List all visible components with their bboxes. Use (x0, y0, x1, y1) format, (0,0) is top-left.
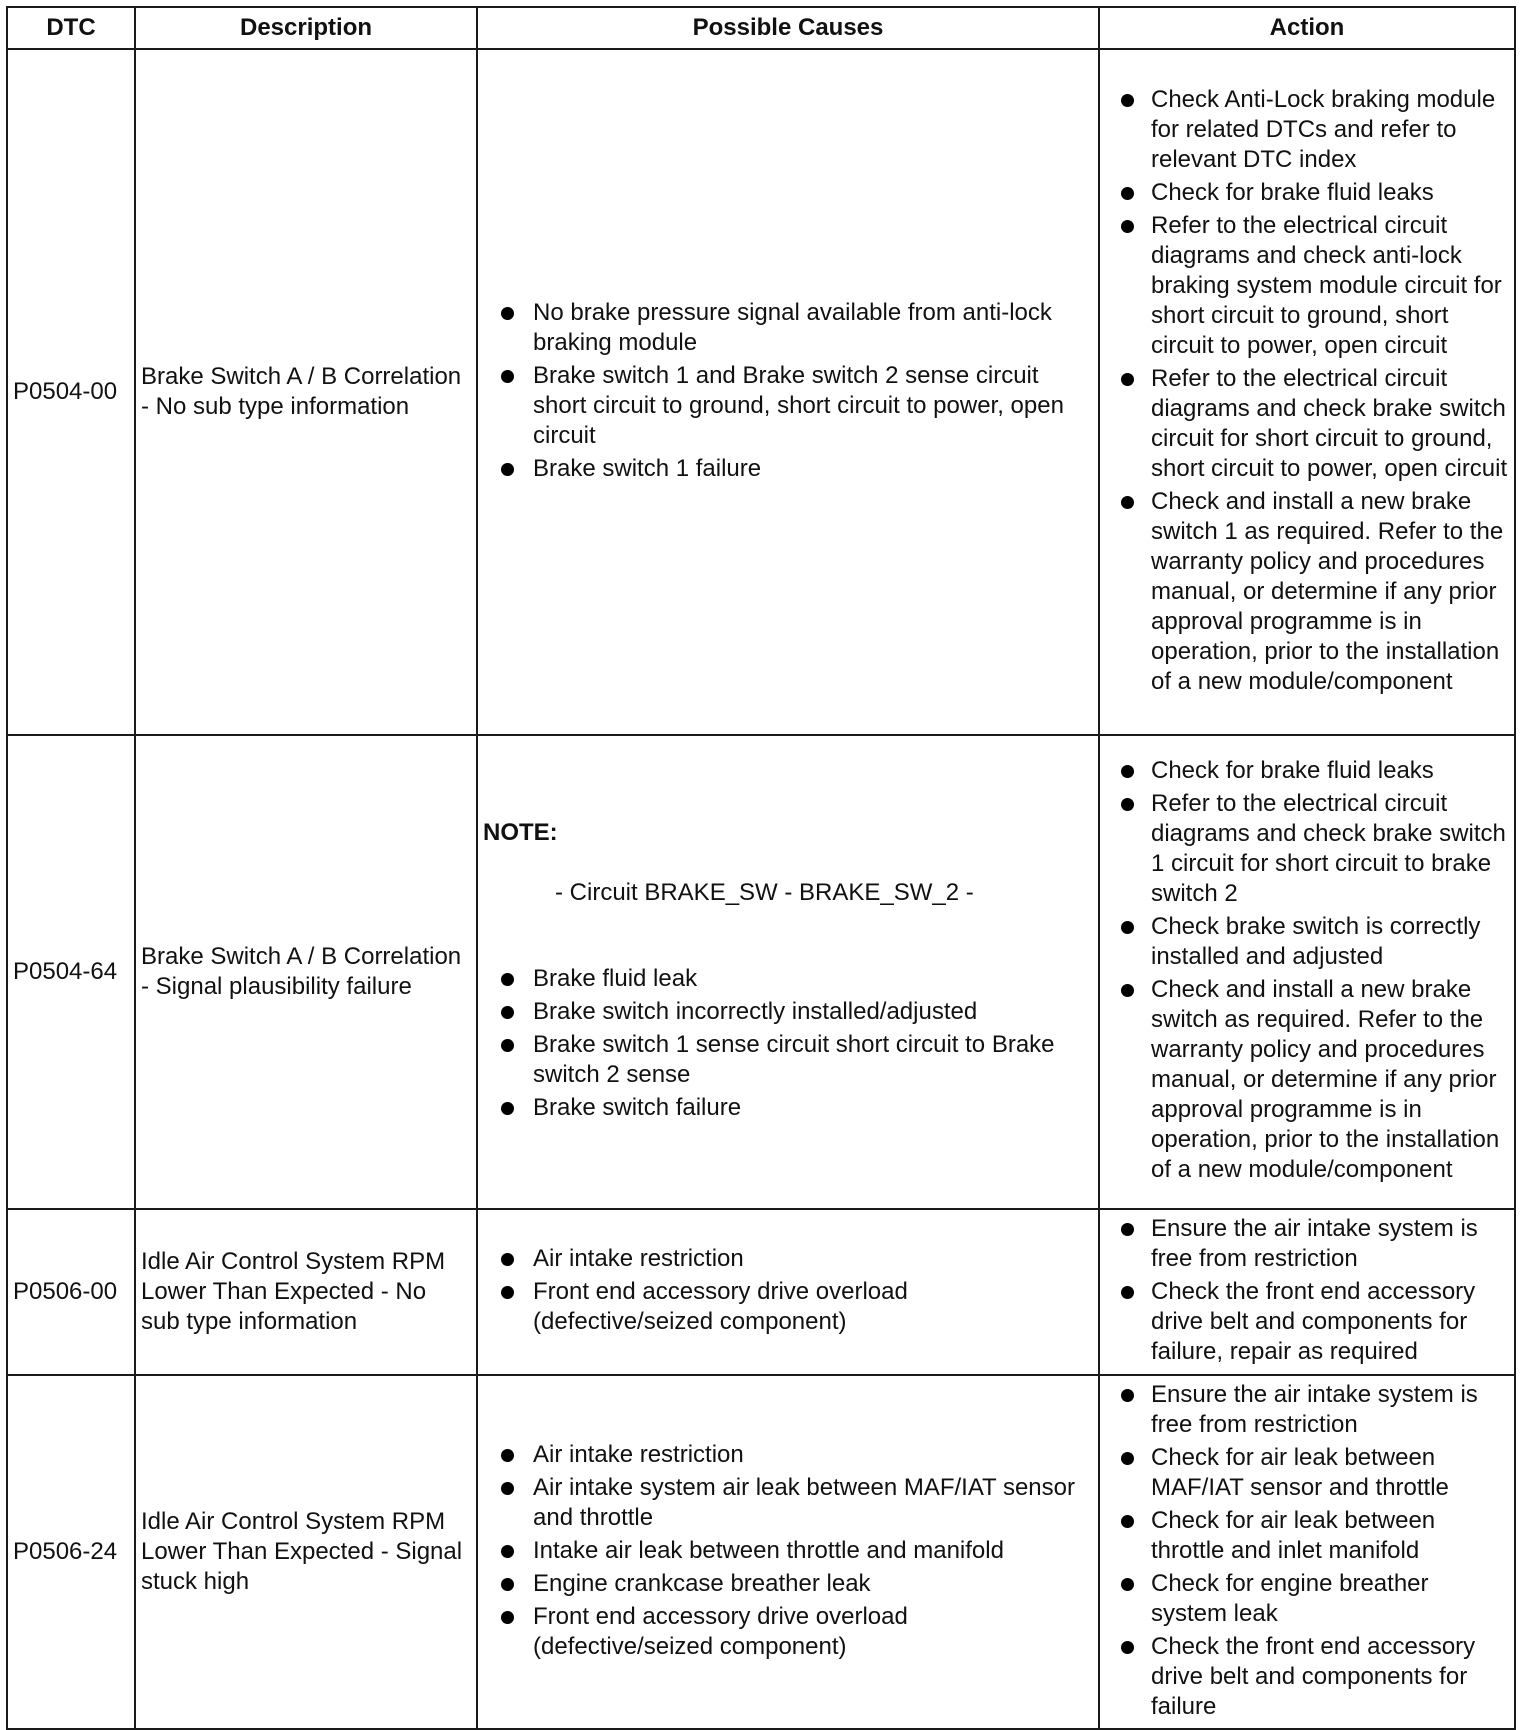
cause-text: No brake pressure signal available from anti-lock braking module (533, 298, 1052, 356)
action-text: Check for brake fluid leaks (1151, 178, 1434, 206)
cause-item (483, 1244, 1093, 1274)
action-text: Check the front end accessory drive belt and components for failure (1151, 1632, 1476, 1720)
cause-item (483, 964, 1093, 994)
cause-text: Engine crankcase breather leak (533, 1569, 871, 1597)
bullet-icon (501, 1039, 514, 1052)
header-possible-causes: Possible Causes (477, 7, 1099, 49)
action-cell (1099, 1375, 1515, 1729)
causes-list (483, 298, 1093, 484)
bullet-icon (1121, 921, 1134, 934)
action-item (1105, 1506, 1509, 1566)
action-text: Check for air leak between throttle and inlet manifold (1151, 1506, 1436, 1564)
action-item (1105, 1277, 1509, 1367)
cause-item (483, 1093, 1093, 1123)
action-text: Check Anti-Lock braking module for related DTCs and refer to relevant DTC index (1151, 85, 1496, 173)
action-cell (1099, 49, 1515, 735)
bullet-icon (501, 1102, 514, 1115)
possible-causes-cell (477, 1209, 1099, 1375)
action-item (1105, 1380, 1509, 1440)
bullet-icon (501, 463, 514, 476)
table-row (7, 49, 1515, 735)
bullet-icon (501, 1545, 514, 1558)
bullet-icon (501, 1611, 514, 1624)
cause-text: Brake switch 1 sense circuit short circuit to Brake switch 2 sense (533, 1031, 1055, 1088)
bullet-icon (1121, 798, 1134, 811)
actions-list (1105, 1380, 1509, 1722)
causes-list (483, 964, 1093, 1123)
cause-item (483, 1030, 1093, 1090)
action-text: Check for engine breather system leak (1151, 1569, 1429, 1627)
possible-causes-cell (477, 49, 1099, 735)
bullet-icon (1121, 220, 1134, 233)
cause-text: Air intake restriction (533, 1440, 744, 1468)
header-dtc: DTC (7, 7, 135, 49)
action-text: Check and install a new brake switch 1 as required. Refer to the warranty policy and procedures manual, or determine if any prior approval programme is in operation, prior to the installation of a new module/component (1151, 487, 1504, 695)
action-text: Check the front end accessory drive belt and components for failure, repair as required (1151, 1278, 1476, 1365)
dtc-code: P0504-00 (7, 49, 135, 735)
action-text: Ensure the air intake system is free from restriction (1151, 1380, 1478, 1438)
bullet-icon (1121, 1389, 1134, 1402)
bullet-icon (501, 307, 514, 320)
cause-item (483, 1473, 1093, 1533)
cause-text: Front end accessory drive overload (defective/seized component) (533, 1278, 908, 1335)
action-text: Check and install a new brake switch as required. Refer to the warranty policy and procedures manual, or determine if any prior approval programme is in operation, prior to the installation of a new module/component (1151, 976, 1500, 1183)
cause-text: Brake switch incorrectly installed/adjusted (533, 998, 978, 1025)
cause-item (483, 298, 1093, 358)
action-cell (1099, 735, 1515, 1209)
action-text: Refer to the electrical circuit diagrams and check brake switch circuit for short circuit to ground, short circuit to power, open circuit (1151, 364, 1508, 482)
action-text: Check for air leak between MAF/IAT sensor and throttle (1151, 1443, 1449, 1501)
bullet-icon (501, 1449, 514, 1462)
dtc-description: Idle Air Control System RPM Lower Than Expected - Signal stuck high (135, 1375, 477, 1729)
cause-item (483, 1277, 1093, 1337)
bullet-icon (1121, 187, 1134, 200)
action-item (1105, 789, 1509, 909)
bullet-icon (1121, 373, 1134, 386)
cause-text: Brake switch failure (533, 1094, 742, 1121)
dtc-code: P0504-64 (7, 735, 135, 1209)
header-description: Description (135, 7, 477, 49)
dtc-table (6, 6, 1516, 1730)
dtc-code: P0506-00 (7, 1209, 135, 1375)
bullet-icon (501, 1578, 514, 1591)
bullet-icon (1121, 1641, 1134, 1654)
action-item (1105, 1569, 1509, 1629)
cause-item (483, 997, 1093, 1027)
action-text: Check for brake fluid leaks (1151, 757, 1434, 784)
bullet-icon (1121, 1578, 1134, 1591)
action-text: Check brake switch is correctly installed and adjusted (1151, 913, 1481, 970)
cause-text: Brake switch 1 and Brake switch 2 sense circuit short circuit to ground, short circuit to power, open circuit (533, 361, 1064, 449)
dtc-table-container (6, 6, 1516, 1730)
actions-list (1105, 85, 1509, 697)
possible-causes-cell (477, 1375, 1099, 1729)
bullet-icon (1121, 765, 1134, 778)
causes-list (483, 1440, 1093, 1662)
bullet-icon (1121, 1286, 1134, 1299)
table-row (7, 1375, 1515, 1729)
bullet-icon (1121, 1515, 1134, 1528)
bullet-icon (501, 1253, 514, 1266)
action-item (1105, 912, 1509, 972)
cause-item (483, 1536, 1093, 1566)
action-item (1105, 1214, 1509, 1274)
action-item (1105, 1632, 1509, 1722)
actions-list (1105, 756, 1509, 1185)
cause-item (483, 361, 1093, 451)
cause-text: Air intake restriction (533, 1245, 744, 1272)
cause-text: Front end accessory drive overload (defective/seized component) (533, 1602, 908, 1660)
bullet-icon (1121, 496, 1134, 509)
actions-list (1105, 1214, 1509, 1367)
dtc-description: Brake Switch A / B Correlation - No sub type information (135, 49, 477, 735)
action-item (1105, 487, 1509, 697)
action-item (1105, 178, 1509, 208)
causes-list (483, 1244, 1093, 1337)
note-label: NOTE: (483, 819, 558, 846)
bullet-icon (1121, 94, 1134, 107)
cause-item (483, 1602, 1093, 1662)
action-item (1105, 1443, 1509, 1503)
cause-text: Brake switch 1 failure (533, 454, 762, 482)
cause-text: Air intake system air leak between MAF/IAT sensor and throttle (533, 1473, 1075, 1531)
action-item (1105, 975, 1509, 1185)
cause-item (483, 1440, 1093, 1470)
table-row (7, 1209, 1515, 1375)
bullet-icon (501, 370, 514, 383)
table-row (7, 735, 1515, 1209)
dtc-code: P0506-24 (7, 1375, 135, 1729)
cause-text: Brake fluid leak (533, 965, 698, 992)
bullet-icon (501, 1482, 514, 1495)
bullet-icon (1121, 1223, 1134, 1236)
bullet-icon (501, 1286, 514, 1299)
note-text: - Circuit BRAKE_SW - BRAKE_SW_2 - (555, 879, 974, 906)
bullet-icon (501, 1006, 514, 1019)
action-text: Ensure the air intake system is free from restriction (1151, 1215, 1478, 1272)
possible-causes-cell (477, 735, 1099, 1209)
bullet-icon (501, 973, 514, 986)
bullet-icon (1121, 1452, 1134, 1465)
action-item (1105, 85, 1509, 175)
action-item (1105, 364, 1509, 484)
action-item (1105, 211, 1509, 361)
cause-text: Intake air leak between throttle and manifold (533, 1536, 1004, 1564)
cause-item (483, 1569, 1093, 1599)
dtc-description: Brake Switch A / B Correlation - Signal plausibility failure (135, 735, 477, 1209)
action-cell (1099, 1209, 1515, 1375)
header-action: Action (1099, 7, 1515, 49)
dtc-description: Idle Air Control System RPM Lower Than Expected - No sub type information (135, 1209, 477, 1375)
action-text: Refer to the electrical circuit diagrams and check brake switch 1 circuit for short circuit to brake switch 2 (1151, 790, 1506, 907)
header-row (7, 7, 1515, 49)
cause-item (483, 454, 1093, 484)
table-body (7, 49, 1515, 1729)
bullet-icon (1121, 984, 1134, 997)
action-item (1105, 756, 1509, 786)
action-text: Refer to the electrical circuit diagrams and check anti-lock braking system module circuit for short circuit to ground, short circuit to power, open circuit (1151, 211, 1502, 359)
